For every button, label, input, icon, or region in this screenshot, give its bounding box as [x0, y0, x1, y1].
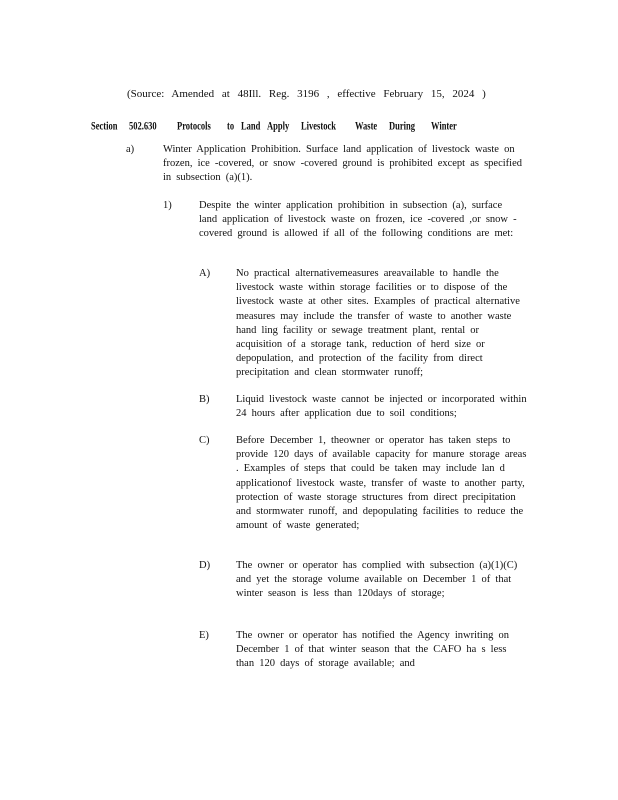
item-E-text: The owner or operator has notified the Agency inwriting on December 1 of that winter season that the CAFO ha s less than 120 days of storage available; and [236, 630, 509, 670]
item-C-text: Before December 1, theowner or operator has taken steps to provide 120 days of available capacity for manure storage areas . Examples of steps that could be taken may include lan d applicationof livestock waste, transfer of waste to another party, protection of waste storage structures from direct precipitation and stormwater runoff, and depopulating facilities to reduce the amount of waste generated; [236, 435, 527, 532]
heading-word: to [227, 118, 235, 133]
heading-word: Waste [355, 118, 378, 133]
item-A-label: A) [199, 268, 211, 279]
item-A-text: No practical alternativemeasures areavailable to handle the livestock waste within storage facilities or to dispose of the livestock waste at other sites. Examples of practical alternative measures may include the transfer of waste to another waste hand ling facility or sewage treatment plant, rental or acquisition of a storage tank, reduction of herd size or depopulation, and protection of the facility from direct precipitation and clean stormwater runoff; [236, 268, 520, 379]
heading-word: Livestock [301, 118, 336, 133]
section-word: Section [91, 118, 118, 133]
subsection-1-text: Despite the winter application prohibition in subsection (a), surface land application of livestock waste on frozen, ice -covered ,or snow -covered ground is allowed if all of the following conditions are met: [199, 200, 517, 240]
subsection-a-text: Winter Application Prohibition. Surface land application of livestock waste on frozen, ice -covered, or snow -covered ground is prohibited except as specified in subsection (a)(1). [163, 144, 522, 184]
heading-word: During [389, 118, 415, 133]
item-D-text: The owner or operator has complied with subsection (a)(1)(C) and yet the storage volume available on December 1 of that winter season is less than 120days of storage; [236, 560, 518, 600]
subsection-a-label: a) [126, 144, 135, 155]
subsection-1-label: 1) [163, 200, 172, 211]
heading-word: Protocols [177, 118, 211, 133]
item-D-label: D) [199, 560, 211, 571]
heading-word: Winter [431, 118, 457, 133]
item-B-label: B) [199, 394, 210, 405]
item-B-text: Liquid livestock waste cannot be injected or incorporated within 24 hours after application due to soil conditions; [236, 394, 527, 420]
source-note: (Source: Amended at 48Ill. Reg. 3196 , effective February 15, 2024 ) [127, 88, 486, 100]
heading-word: Apply [267, 118, 290, 133]
section-number: 502.630 [129, 118, 157, 133]
item-C-label: C) [199, 435, 210, 446]
item-E-label: E) [199, 630, 209, 641]
heading-word: Land [241, 118, 261, 133]
section-heading [91, 116, 561, 135]
